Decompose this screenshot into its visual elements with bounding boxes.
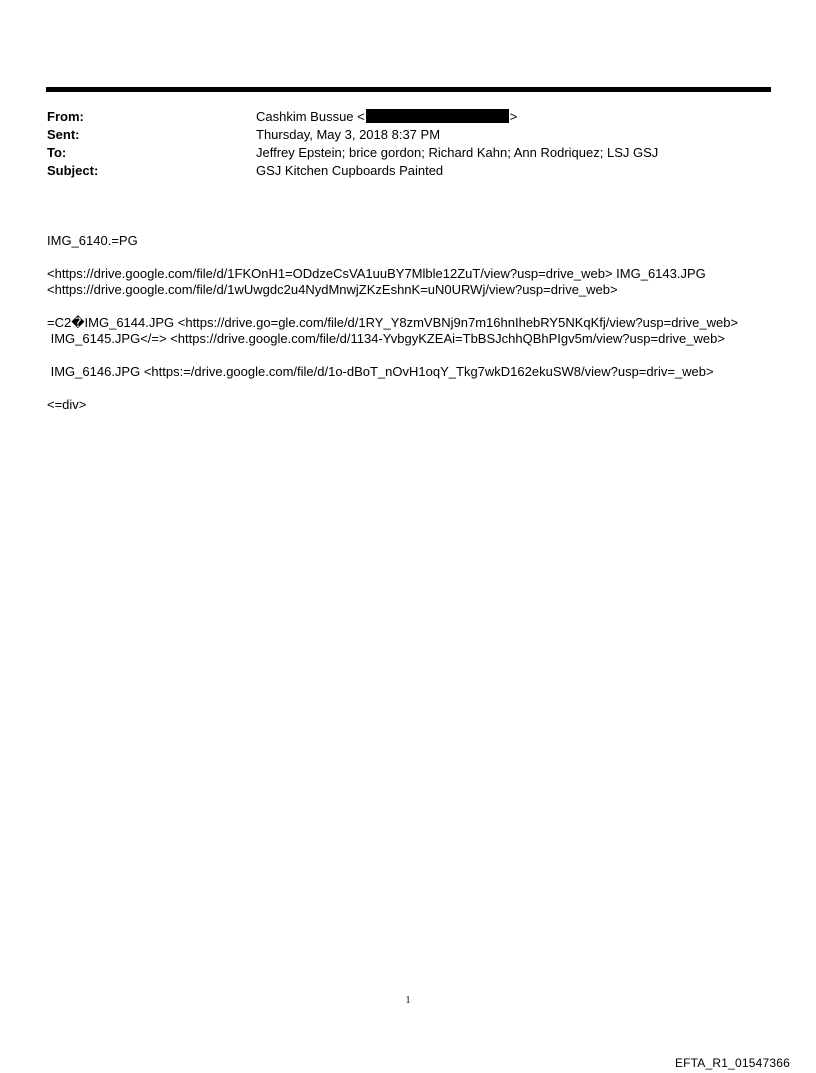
- to-row: [47, 144, 767, 162]
- subject-value: GSJ Kitchen Cupboards Painted: [256, 163, 444, 178]
- body-spacer: [47, 380, 787, 397]
- body-line-img-6146: IMG_6146.JPG <https:=/drive.google.com/file/d/1o-dBoT_nOvH1oqY_Tkg7wkD162ekuSW8/view?usp=driv=_web>: [47, 364, 714, 379]
- email-body: [47, 233, 787, 413]
- subject-label: Subject:: [47, 163, 99, 178]
- sent-row: [47, 126, 767, 144]
- to-label: To:: [47, 145, 67, 160]
- email-header: [47, 108, 767, 180]
- from-value: [256, 108, 767, 126]
- body-spacer: [47, 298, 787, 315]
- body-line-link-2: <https://drive.google.com/file/d/1wUwgdc2u4NydMnwjZKzEshnK=uN0URWj/view?usp=drive_web>: [47, 282, 618, 297]
- body-line-img-6145: IMG_6145.JPG</=> <https://drive.google.com/file/d/1134-YvbgyKZEAi=TbBSJchhQBhPIgv5m/view?usp=drive_web>: [47, 331, 725, 346]
- body-line-link-1: <https://drive.google.com/file/d/1FKOnH1=ODdzeCsVA1uuBY7Mlble12ZuT/view?usp=drive_web> IMG_6143.JPG: [47, 266, 706, 281]
- subject-row: [47, 162, 767, 180]
- body-line-img-6144: =C2�IMG_6144.JPG <https://drive.go=gle.com/file/d/1RY_Y8zmVBNj9n7m16hnIhebRY5NKqKfj/view?usp=drive_web>: [47, 315, 739, 330]
- sent-label: Sent:: [47, 127, 80, 142]
- page-number: 1: [405, 995, 411, 1006]
- sent-value: Thursday, May 3, 2018 8:37 PM: [256, 127, 441, 142]
- body-line-div-tag: <=div>: [47, 397, 87, 412]
- redaction-box: [366, 109, 509, 123]
- body-spacer: [47, 249, 787, 266]
- body-line-img-6140: IMG_6140.=PG: [47, 233, 138, 248]
- from-name: Cashkim Bussue <: [256, 109, 365, 124]
- body-spacer: [47, 347, 787, 364]
- header-divider-rule: [46, 87, 771, 92]
- from-row: [47, 108, 767, 126]
- to-value: Jeffrey Epstein; brice gordon; Richard Kahn; Ann Rodriquez; LSJ GSJ: [256, 145, 659, 160]
- from-label: From:: [47, 109, 84, 124]
- bates-number: EFTA_R1_01547366: [674, 1056, 790, 1070]
- from-close-bracket: >: [509, 109, 518, 124]
